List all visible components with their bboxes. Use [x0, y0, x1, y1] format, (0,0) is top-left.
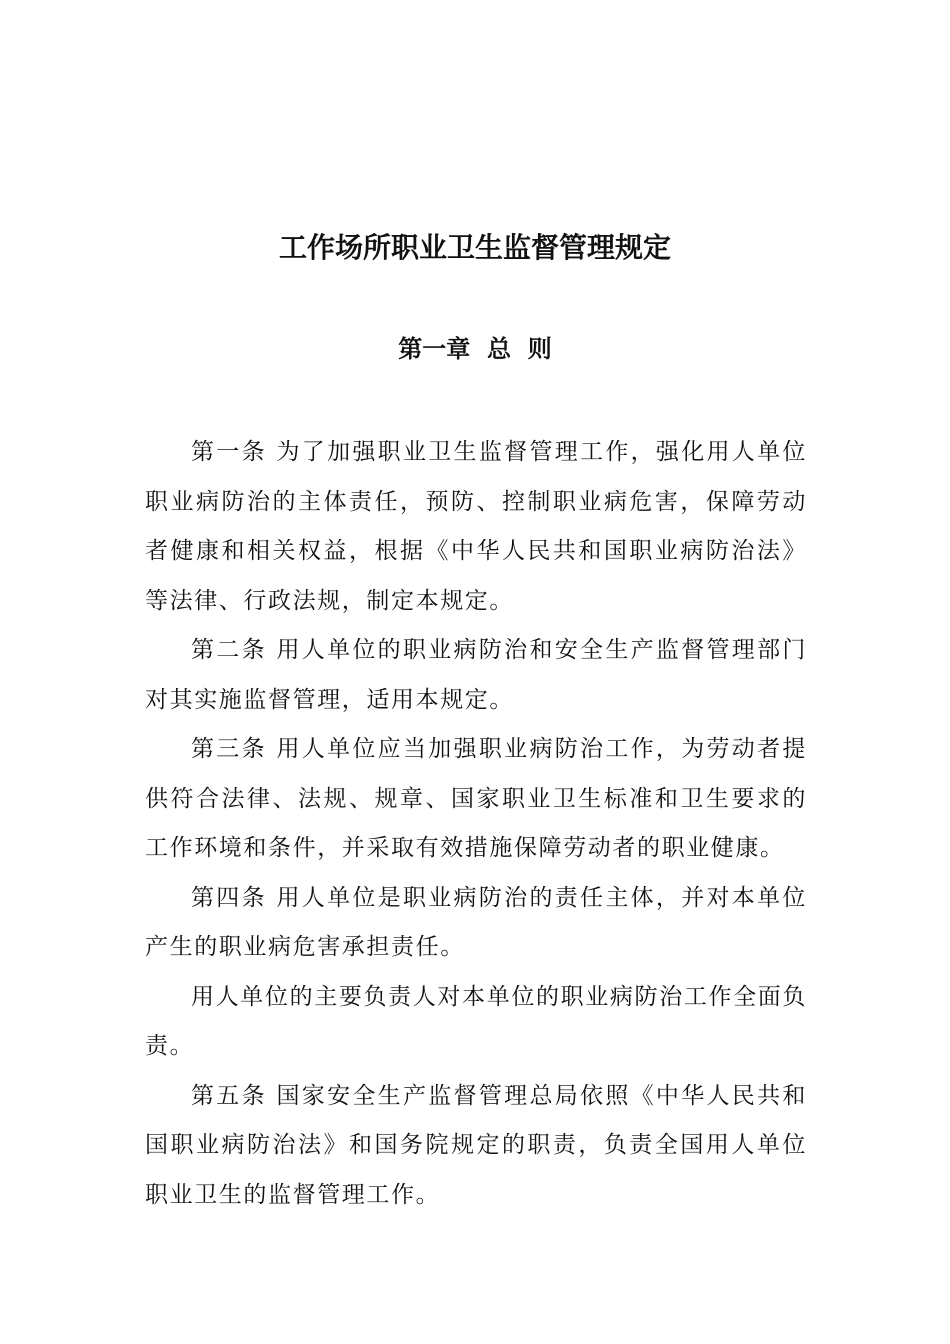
article-paragraph-6	[145, 1072, 807, 1221]
article-label: 第五条	[191, 1082, 267, 1109]
document-body	[145, 428, 807, 1220]
article-label: 第一条	[191, 439, 267, 465]
article-text: 用人单位的职业病防治和安全生产监督管理部门对其实施监督管理，适用本规定。	[145, 637, 807, 713]
article-text: 用人单位是职业病防治的责任主体，并对本单位产生的职业病危害承担责任。	[145, 884, 807, 960]
chapter-heading: 第一章 总 则	[398, 334, 552, 363]
article-label: 第三条	[191, 736, 267, 762]
article-paragraph-1	[145, 428, 807, 626]
article-paragraph-4	[145, 874, 807, 973]
article-paragraph-5	[145, 973, 807, 1072]
article-label: 第二条	[191, 637, 267, 663]
article-text: 为了加强职业卫生监督管理工作，强化用人单位职业病防治的主体责任，预防、控制职业病危害，保障劳动者健康和相关权益，根据《中华人民共和国职业病防治法》等法律、行政法规，制定本规定。	[145, 439, 807, 614]
article-text: 国家安全生产监督管理总局依照《中华人民共和国职业病防治法》和国务院规定的职责，负责全国用人单位职业卫生的监督管理工作。	[145, 1082, 807, 1208]
article-text: 用人单位的主要负责人对本单位的职业病防治工作全面负责。	[145, 983, 807, 1059]
article-paragraph-3	[145, 725, 807, 874]
document-title: 工作场所职业卫生监督管理规定	[278, 231, 671, 264]
article-label: 第四条	[191, 884, 267, 911]
article-paragraph-2	[145, 626, 807, 725]
article-text: 用人单位应当加强职业病防治工作，为劳动者提供符合法律、法规、规章、国家职业卫生标准和卫生要求的工作环境和条件，并采取有效措施保障劳动者的职业健康。	[145, 736, 807, 861]
